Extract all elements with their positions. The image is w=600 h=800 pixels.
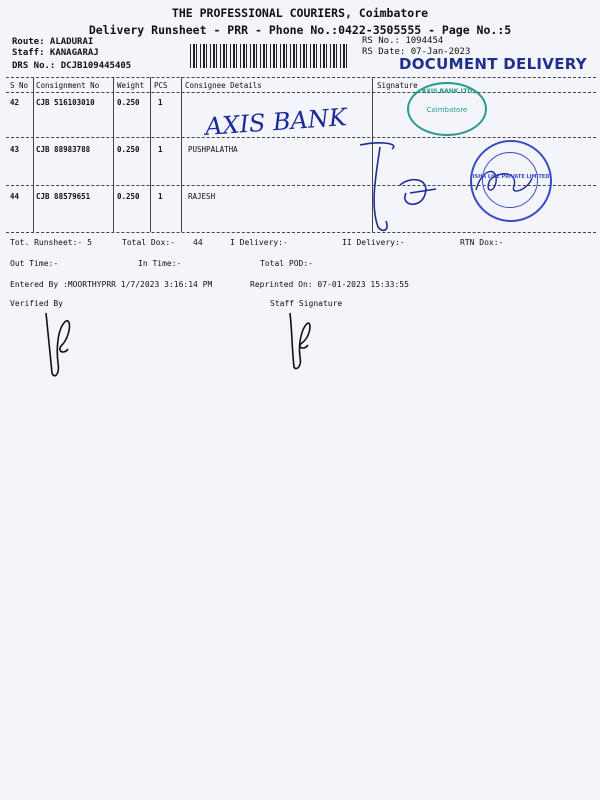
- staff-signature-label: Staff Signature: [270, 299, 343, 308]
- row-consignment: CJB 88579651: [36, 192, 91, 201]
- table-bottom-rule: [6, 232, 596, 233]
- row-consignee: RAJESH: [188, 192, 216, 201]
- table-top-rule: [6, 77, 596, 78]
- route-label: Route: ALADURAI: [12, 37, 94, 47]
- drs-number: DRS No.: DCJB109445405: [12, 61, 132, 71]
- consignee-signature: [340, 135, 480, 235]
- col-divider: [181, 77, 182, 232]
- row-consignment: CJB 516103010: [36, 98, 95, 107]
- barcode: [190, 44, 350, 68]
- in-time: In Time:-: [138, 259, 182, 268]
- row-rule: [6, 137, 596, 138]
- header-bottom-rule: [6, 92, 596, 93]
- reprinted-on: Reprinted On: 07-01-2023 15:33:55: [250, 280, 409, 289]
- total-pod: Total POD:-: [260, 259, 313, 268]
- staff-label: Staff: KANAGARAJ: [12, 48, 99, 58]
- staff-signature: [280, 305, 316, 373]
- row-consignment: CJB 88983788: [36, 145, 91, 154]
- verified-by-label: Verified By: [10, 299, 63, 308]
- header-sno: S No: [10, 81, 29, 90]
- handwritten-axis-bank: AXIS BANK: [204, 103, 348, 141]
- i-delivery: I Delivery:-: [230, 238, 288, 247]
- row-pcs: 1: [158, 145, 163, 154]
- col-divider: [113, 77, 114, 232]
- header-consignment: Consignment No: [36, 81, 100, 90]
- total-dox-label: Total Dox:-: [122, 238, 175, 247]
- company-title: THE PROFESSIONAL COURIERS, Coimbatore: [171, 6, 429, 20]
- header-signature: Signature: [377, 81, 418, 90]
- rtn-dox: RTN Dox:-: [460, 238, 504, 247]
- header-weight: Weight: [117, 81, 145, 90]
- stamp-bank-city: Coimbatore: [426, 106, 468, 114]
- row-sno: 44: [10, 192, 20, 201]
- row-pcs: 1: [158, 98, 163, 107]
- out-time: Out Time:-: [10, 259, 59, 268]
- bank-stamp: [407, 82, 487, 136]
- header-consignee: Consignee Details: [185, 81, 262, 90]
- rs-date: RS Date: 07-Jan-2023: [362, 47, 471, 57]
- row-weight: 0.250: [117, 145, 140, 154]
- row-pcs: 1: [158, 192, 163, 201]
- document-delivery-badge: DOCUMENT DELIVERY: [399, 55, 587, 73]
- company-stamp: [470, 140, 552, 222]
- stamp-bank-name: AXIS BANK LTD: [421, 88, 473, 95]
- tot-runsheet: Tot. Runsheet:- 5: [10, 238, 92, 247]
- row-sno: 42: [10, 98, 20, 107]
- row-sno: 43: [10, 145, 20, 154]
- entered-by: Entered By :MOORTHYPRR 1/7/2023 3:16:14 PM: [10, 280, 213, 289]
- total-dox-value: 44: [193, 238, 203, 247]
- row-weight: 0.250: [117, 192, 140, 201]
- ii-delivery: II Delivery:-: [342, 238, 405, 247]
- header-pcs: PCS: [154, 81, 168, 90]
- verified-signature: [38, 303, 78, 381]
- col-divider: [150, 77, 151, 232]
- row-consignee: PUSHPALATHA: [188, 145, 238, 154]
- stamp-company-name: ISHA LIFE PRIVATE LIMITED: [472, 174, 550, 180]
- row-weight: 0.250: [117, 98, 140, 107]
- rs-number: RS No.: 1094454: [362, 36, 444, 46]
- stamp-inner-ring: [482, 152, 538, 208]
- runsheet-subtitle: Delivery Runsheet - PRR - Phone No.:0422-3505555 - Page No.:5: [88, 23, 512, 37]
- col-divider: [33, 77, 34, 232]
